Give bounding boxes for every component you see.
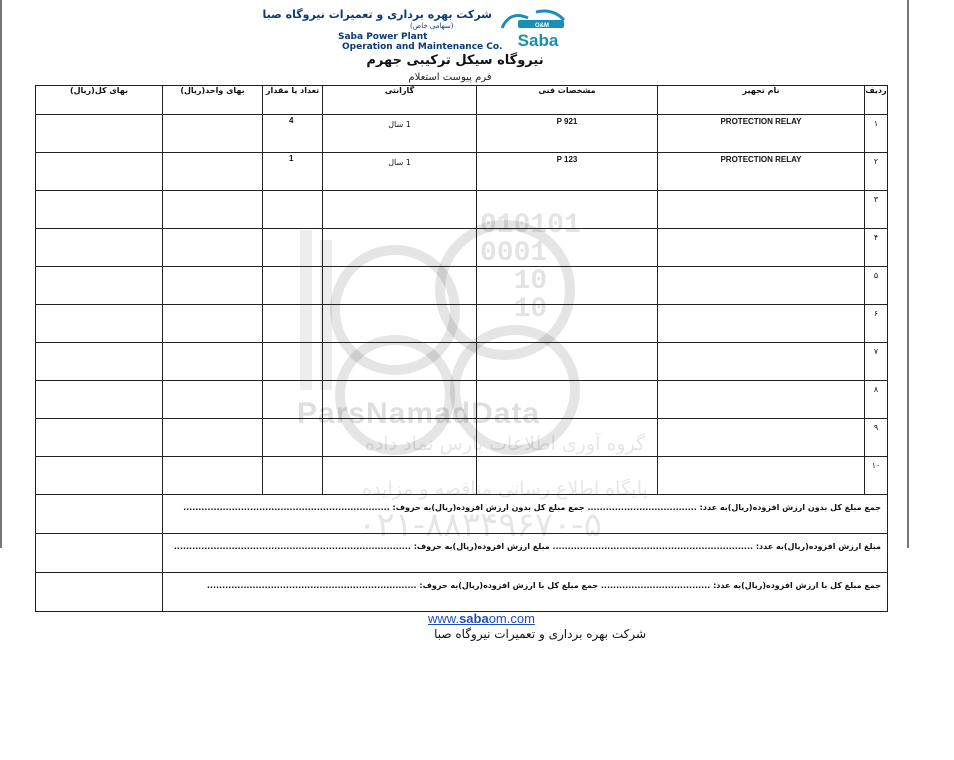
cell-warranty: 1 سال bbox=[323, 115, 477, 153]
cell-quantity bbox=[263, 343, 323, 381]
table-row bbox=[36, 229, 888, 267]
table-row bbox=[36, 191, 888, 229]
cell-technical-spec bbox=[477, 191, 658, 229]
cell-quantity: 1 bbox=[263, 153, 323, 191]
cell-unit-price bbox=[163, 153, 263, 191]
cell-quantity bbox=[263, 191, 323, 229]
cell-technical-spec bbox=[477, 343, 658, 381]
cell-equipment-name bbox=[658, 229, 865, 267]
cell-total-price bbox=[36, 457, 163, 495]
summary-spacer bbox=[36, 534, 163, 573]
cell-technical-spec: P 921 bbox=[477, 115, 658, 153]
cell-unit-price bbox=[163, 229, 263, 267]
cell-unit-price bbox=[163, 267, 263, 305]
cell-technical-spec: P 123 bbox=[477, 153, 658, 191]
cell-unit-price bbox=[163, 419, 263, 457]
table-header-row bbox=[36, 86, 888, 115]
header-row-number: ردیف bbox=[865, 86, 888, 115]
cell-technical-spec bbox=[477, 267, 658, 305]
logo-english-line1: Saba Power Plant bbox=[338, 32, 428, 42]
watermark-brand: ParsNamadData bbox=[297, 397, 541, 430]
summary-total-without-vat: جمع مبلغ کل بدون ارزش افزوده(ریال)به عدد: .................................... جمع مبلغ کل بدون ارزش افزوده(ریال)به حروف: .................................................................... bbox=[163, 495, 888, 534]
cell-total-price bbox=[36, 305, 163, 343]
cell-unit-price bbox=[163, 191, 263, 229]
watermark-line2: پایگاه اطلاع رسانی مناقصه و مزایده bbox=[362, 478, 648, 500]
cell-row-number: ۸ bbox=[865, 381, 888, 419]
cell-total-price bbox=[36, 191, 163, 229]
cell-row-number: ۲ bbox=[865, 153, 888, 191]
cell-row-number: ۶ bbox=[865, 305, 888, 343]
url-bold: saba bbox=[459, 611, 489, 626]
cell-equipment-name bbox=[658, 191, 865, 229]
cell-equipment-name bbox=[658, 457, 865, 495]
logo-persian-name: شرکت بهره برداری و تعمیرات نیروگاه صبا bbox=[262, 8, 492, 21]
watermark-digits: 010101 0001 10 10 bbox=[480, 210, 581, 325]
footer-website-link[interactable] bbox=[428, 611, 535, 626]
cell-unit-price bbox=[163, 457, 263, 495]
summary-spacer bbox=[36, 573, 163, 612]
cell-total-price bbox=[36, 115, 163, 153]
cell-quantity bbox=[263, 229, 323, 267]
cell-total-price bbox=[36, 381, 163, 419]
company-logo bbox=[262, 8, 570, 52]
header-total-price: بهای کل(ریال) bbox=[36, 86, 163, 115]
cell-row-number: ۱۰ bbox=[865, 457, 888, 495]
cell-technical-spec bbox=[477, 305, 658, 343]
logo-english-line2: Operation and Maintenance Co. bbox=[342, 42, 503, 52]
cell-warranty bbox=[323, 267, 477, 305]
document-title: نیروگاه سیکل ترکیبی جهرم bbox=[366, 53, 544, 68]
cell-unit-price bbox=[163, 305, 263, 343]
cell-equipment-name bbox=[658, 267, 865, 305]
header-warranty: گارانتی bbox=[323, 86, 477, 115]
logo-mark-small-text: O&M bbox=[535, 23, 549, 29]
summary-vat-amount: مبلغ ارزش افزوده(ریال)به عدد: .................................................................. مبلغ ارزش افزوده(ریال)به حروف: .............................................................................. bbox=[163, 534, 888, 573]
summary-row bbox=[36, 573, 888, 612]
cell-row-number: ۷ bbox=[865, 343, 888, 381]
url-prefix: www. bbox=[428, 611, 460, 626]
cell-warranty bbox=[323, 229, 477, 267]
cell-row-number: ۴ bbox=[865, 229, 888, 267]
watermark-phone: ۰۲۱-۸۸۳۴۹۶۷۰-۵ bbox=[358, 505, 602, 545]
cell-warranty bbox=[323, 191, 477, 229]
cell-equipment-name bbox=[658, 305, 865, 343]
table-row bbox=[36, 115, 888, 153]
header-unit-price: بهای واحد(ریال) bbox=[163, 86, 263, 115]
cell-unit-price bbox=[163, 381, 263, 419]
page-right-edge bbox=[907, 0, 909, 548]
header-technical-spec: مشخصات فنی bbox=[477, 86, 658, 115]
cell-quantity: 4 bbox=[263, 115, 323, 153]
summary-spacer bbox=[36, 495, 163, 534]
saba-logo-mark-icon bbox=[498, 8, 568, 52]
cell-equipment-name: PROTECTION RELAY bbox=[658, 115, 865, 153]
page-left-edge bbox=[0, 0, 2, 548]
footer-company-name: شرکت بهره برداری و تعمیرات نیروگاه صبا bbox=[434, 627, 646, 641]
header-quantity: تعداد یا مقدار bbox=[263, 86, 323, 115]
cell-row-number: ۳ bbox=[865, 191, 888, 229]
table-row bbox=[36, 267, 888, 305]
cell-unit-price bbox=[163, 343, 263, 381]
table-row bbox=[36, 305, 888, 343]
summary-total-with-vat: جمع مبلغ کل با ارزش افزوده(ریال)به عدد: .................................... جمع مبلغ کل با ارزش افزوده(ریال)به حروف: ..................................................................... bbox=[163, 573, 888, 612]
table-row bbox=[36, 343, 888, 381]
logo-mark-text: Saba bbox=[517, 31, 559, 50]
cell-technical-spec bbox=[477, 229, 658, 267]
cell-equipment-name bbox=[658, 419, 865, 457]
cell-equipment-name bbox=[658, 343, 865, 381]
cell-row-number: ۱ bbox=[865, 115, 888, 153]
table-row bbox=[36, 153, 888, 191]
cell-quantity bbox=[263, 305, 323, 343]
document-subtitle: فرم پیوست استعلام bbox=[408, 72, 492, 83]
cell-total-price bbox=[36, 267, 163, 305]
cell-total-price bbox=[36, 343, 163, 381]
cell-unit-price bbox=[163, 115, 263, 153]
cell-warranty bbox=[323, 305, 477, 343]
logo-persian-subtitle: (سهامی خاص) bbox=[410, 22, 454, 30]
watermark-line1: گروه آوری اطلاعات پارس نماد داده bbox=[364, 433, 646, 455]
cell-equipment-name bbox=[658, 381, 865, 419]
cell-total-price bbox=[36, 153, 163, 191]
cell-row-number: ۵ bbox=[865, 267, 888, 305]
cell-row-number: ۹ bbox=[865, 419, 888, 457]
cell-total-price bbox=[36, 419, 163, 457]
cell-warranty: 1 سال bbox=[323, 153, 477, 191]
cell-equipment-name: PROTECTION RELAY bbox=[658, 153, 865, 191]
cell-warranty bbox=[323, 343, 477, 381]
cell-total-price bbox=[36, 229, 163, 267]
header-equipment-name: نام تجهیز bbox=[658, 86, 865, 115]
cell-quantity bbox=[263, 457, 323, 495]
url-suffix: om.com bbox=[488, 611, 535, 626]
cell-quantity bbox=[263, 267, 323, 305]
